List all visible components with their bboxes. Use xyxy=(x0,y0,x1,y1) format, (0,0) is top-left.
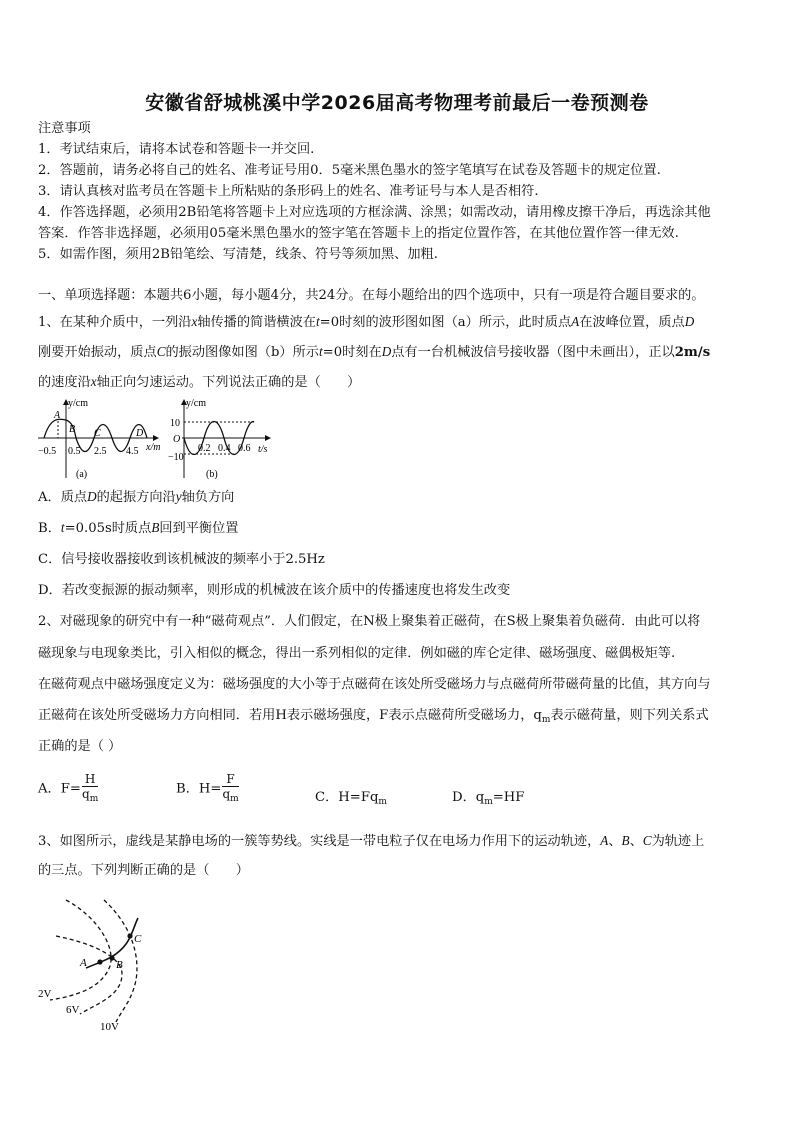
page-title: 安徽省舒城桃溪中学2026届高考物理考前最后一卷预测卷 xyxy=(145,92,649,114)
q1-line-3: 的速度沿x轴正向匀速运动。下列说法正确的是（ ） xyxy=(38,374,361,390)
fig-b-caption: (b) xyxy=(206,469,218,480)
fig-a-ylabel: y/cm xyxy=(68,398,88,409)
q2-option-a: A．F= $\frac{H}{q_m}$ xyxy=(38,772,99,804)
fig-a-tick-4: 4.5 xyxy=(126,446,139,457)
notice-item-4: 4．作答选择题，必须用2B铅笔将答题卡上对应选项的方框涂满、涂黑；如需改动，请用橡皮擦干净后，再选涂其他 xyxy=(38,205,711,220)
fig-a-tick-3: 2.5 xyxy=(94,446,107,457)
q3-line-1: 3、如图所示，虚线是某静电场的一簇等势线。实线是一带电粒子仅在电场力作用下的运动轨迹，A、B、C为轨迹上 xyxy=(38,833,705,849)
fig-b-xtick-1: 0.2 xyxy=(198,443,211,454)
q1-line-2: 刚要开始振动，质点C的振动图像如图（b）所示t=0时刻在D点有一台机械波信号接收器（图中未画出），正以2m/s xyxy=(38,344,711,360)
q1-option-c: C．信号接收器接收到该机械波的频率小于2.5Hz xyxy=(38,552,325,567)
notice-item-4-cont: 答案．作答非选择题，必须用05毫米黑色墨水的签字笔在答题卡上的指定位置作答，在其他位置作答一律无效. xyxy=(38,226,679,241)
q2-line-3: 在磁荷观点中磁场强度定义为：磁场强度的大小等于点磁荷在该处所受磁场力与点磁荷所带磁荷量的比值，其方向与 xyxy=(38,677,711,692)
q2-line-2: 磁现象与电现象类比，引入相似的概念，得出一系列相似的定律．例如磁的库仑定律、磁场强度、磁偶极矩等. xyxy=(38,646,676,661)
notice-item-2: 2．答题前，请务必将自己的姓名、准考证号用0．5毫米黑色墨水的签字笔填写在试卷及答题卡的规定位置. xyxy=(38,163,661,178)
fig-b-ylabel: y/cm xyxy=(186,398,206,409)
q3-point-a: A xyxy=(80,957,87,969)
fig-a-tick-2: 0.5 xyxy=(68,446,81,457)
fig-b-xtick-3: 0.6 xyxy=(238,443,251,454)
fig-a-caption: (a) xyxy=(76,469,88,480)
section-heading: 一、单项选择题：本题共6小题，每小题4分，共24分。在每小题给出的四个选项中，只有一项是符合题目要求的。 xyxy=(38,288,705,303)
q1-figure-a xyxy=(36,394,166,486)
fig-a-xlabel: x/m xyxy=(146,442,161,453)
q1-line-1: 1、在某种介质中，一列沿x轴传播的简谐横波在t=0时刻的波形图如图（a）所示，此时质点A在波峰位置，质点D xyxy=(38,314,695,330)
notice-item-5: 5．如需作图，须用2B铅笔绘、写清楚，线条、符号等须加黑、加粗. xyxy=(38,247,438,262)
q3-figure xyxy=(36,896,166,1036)
fig-a-point-b: B xyxy=(69,424,76,435)
notice-item-3: 3．请认真核对监考员在答题卡上所粘贴的条形码上的姓名、准考证号与本人是否相符. xyxy=(38,184,539,199)
fig-b-xtick-2: 0.4 xyxy=(218,443,231,454)
fig-a-tick-1: −0.5 xyxy=(38,446,57,457)
notice-heading: 注意事项 xyxy=(38,121,91,136)
q3-line-2: 的三点。下列判断正确的是（ ） xyxy=(38,863,249,878)
q2-option-b: B．H= $\frac{F}{q_m}$ xyxy=(176,772,239,804)
q1-option-a: A．质点D的起振方向沿y轴负方向 xyxy=(38,489,235,505)
fig-b-ytick-2: −10 xyxy=(168,452,184,463)
q3-potential-6v: 6V xyxy=(66,1004,80,1016)
fig-b-origin: O xyxy=(173,434,181,445)
fig-a-point-d: D xyxy=(136,428,144,439)
q1-option-b: B．t=0.05s时质点B回到平衡位置 xyxy=(38,520,239,536)
fig-a-point-a: A xyxy=(54,410,61,421)
q2-line-4: 正磁荷在该处所受磁场力方向相同．若用H表示磁场强度，F表示点磁荷所受磁场力，$q_m$表示磁荷量，则下列关系式 xyxy=(38,708,709,725)
q3-potential-2v: 2V xyxy=(38,988,52,1000)
q2-option-d: D．$q_m=HF$ xyxy=(452,790,525,807)
fig-b-ytick-1: 10 xyxy=(170,418,180,429)
q3-point-c: C xyxy=(134,933,142,945)
q1-figure-b xyxy=(168,394,278,486)
q2-line-1: 2、对磁现象的研究中有一种“磁荷观点”．人们假定，在N极上聚集着正磁荷，在S极上聚集着负磁荷．由此可以将 xyxy=(38,614,701,629)
q3-potential-10v: 10V xyxy=(100,1021,119,1033)
fig-a-point-c: C xyxy=(94,428,101,439)
fig-b-xlabel: t/s xyxy=(258,444,268,455)
q3-point-b: B xyxy=(116,959,123,971)
q2-option-c: C．$H=Fq_m$ xyxy=(315,790,387,807)
notice-item-1: 1．考试结束后，请将本试卷和答题卡一并交回. xyxy=(38,142,315,157)
q2-line-5: 正确的是（ ） xyxy=(38,739,122,754)
q1-option-d: D．若改变振源的振动频率，则形成的机械波在该介质中的传播速度也将发生改变 xyxy=(38,583,511,598)
